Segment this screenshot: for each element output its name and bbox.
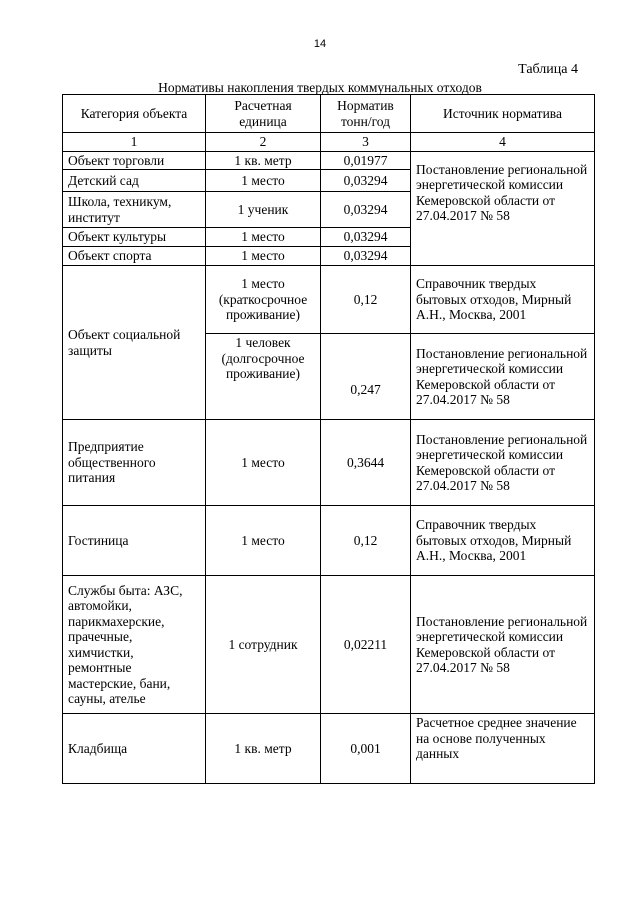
unit-cell: 1 место bbox=[206, 420, 321, 506]
column-number-row bbox=[63, 133, 595, 152]
header-unit: Расчетная единица bbox=[206, 95, 321, 133]
norm-cell: 0,03294 bbox=[321, 247, 411, 266]
norm-cell: 0,12 bbox=[321, 266, 411, 334]
norm-cell: 0,03294 bbox=[321, 228, 411, 247]
source-cell: Справочник твердых бытовых отходов, Мирный А.Н., Москва, 2001 bbox=[411, 266, 595, 334]
source-cell: Справочник твердых бытовых отходов, Мирный А.Н., Москва, 2001 bbox=[411, 506, 595, 576]
unit-cell: 1 место bbox=[206, 506, 321, 576]
table-row bbox=[63, 266, 595, 334]
unit-cell: 1 человек (долгосрочное проживание) bbox=[206, 334, 321, 420]
unit-cell: 1 кв. метр bbox=[206, 714, 321, 784]
table-row bbox=[63, 151, 595, 170]
norm-cell: 0,02211 bbox=[321, 576, 411, 714]
table-row bbox=[63, 420, 595, 506]
unit-cell: 1 место bbox=[206, 247, 321, 266]
norm-cell: 0,247 bbox=[321, 334, 411, 420]
column-number: 3 bbox=[321, 133, 411, 152]
category-cell: Службы быта: АЗС, автомойки, парикмахерские, прачечные, химчистки, ремонтные мастерские, бани, сауны, ателье bbox=[63, 576, 206, 714]
table-row bbox=[63, 576, 595, 714]
category-cell: Объект культуры bbox=[63, 228, 206, 247]
norm-cell: 0,001 bbox=[321, 714, 411, 784]
header-row bbox=[63, 95, 595, 133]
source-cell: Постановление региональной энергетической комиссии Кемеровской области от 27.04.2017 № 58 bbox=[411, 151, 595, 266]
unit-cell: 1 место bbox=[206, 228, 321, 247]
table-row bbox=[63, 506, 595, 576]
column-number: 2 bbox=[206, 133, 321, 152]
category-cell: Школа, техникум, институт bbox=[63, 192, 206, 228]
norm-cell: 0,03294 bbox=[321, 170, 411, 192]
source-cell: Постановление региональной энергетической комиссии Кемеровской области от 27.04.2017 № 58 bbox=[411, 576, 595, 714]
category-cell: Объект спорта bbox=[63, 247, 206, 266]
header-norm: Норматив тонн/год bbox=[321, 95, 411, 133]
category-cell: Предприятие общественного питания bbox=[63, 420, 206, 506]
norm-cell: 0,3644 bbox=[321, 420, 411, 506]
table-title: Нормативы накопления твердых коммунальных отходов bbox=[158, 80, 482, 95]
source-cell: Постановление региональной энергетической комиссии Кемеровской области от 27.04.2017 № 58 bbox=[411, 420, 595, 506]
category-cell: Гостиница bbox=[63, 506, 206, 576]
table-label: Таблица 4 bbox=[518, 62, 578, 77]
source-cell: Расчетное среднее значение на основе полученных данных bbox=[411, 714, 595, 784]
norms-table bbox=[62, 94, 595, 784]
unit-cell: 1 кв. метр bbox=[206, 151, 321, 170]
norm-cell: 0,03294 bbox=[321, 192, 411, 228]
column-number: 1 bbox=[63, 133, 206, 152]
category-cell: Объект торговли bbox=[63, 151, 206, 170]
header-category: Категория объекта bbox=[63, 95, 206, 133]
unit-cell: 1 ученик bbox=[206, 192, 321, 228]
page-number: 14 bbox=[313, 38, 327, 50]
category-cell: Объект социальной защиты bbox=[63, 266, 206, 420]
category-cell: Детский сад bbox=[63, 170, 206, 192]
unit-cell: 1 сотрудник bbox=[206, 576, 321, 714]
source-cell: Постановление региональной энергетической комиссии Кемеровской области от 27.04.2017 № 58 bbox=[411, 334, 595, 420]
column-number: 4 bbox=[411, 133, 595, 152]
norm-cell: 0,01977 bbox=[321, 151, 411, 170]
unit-cell: 1 место (краткосрочное проживание) bbox=[206, 266, 321, 334]
norm-cell: 0,12 bbox=[321, 506, 411, 576]
unit-cell: 1 место bbox=[206, 170, 321, 192]
category-cell: Кладбища bbox=[63, 714, 206, 784]
header-source: Источник норматива bbox=[411, 95, 595, 133]
table-row bbox=[63, 714, 595, 784]
